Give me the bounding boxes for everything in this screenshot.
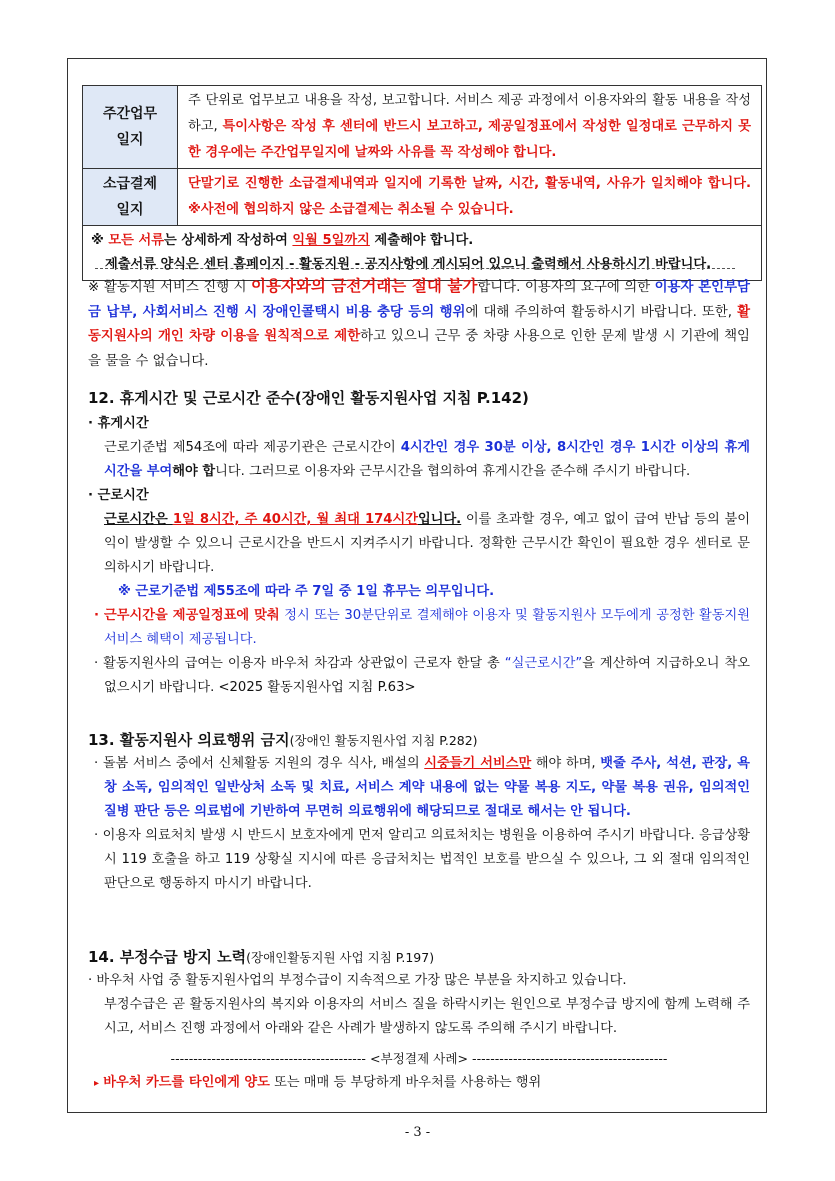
text: ※ bbox=[91, 233, 109, 248]
section-12-title: 12. 휴게시간 및 근로시간 준수(장애인 활동지원사업 지침 P.142) bbox=[88, 389, 529, 407]
care-paragraph bbox=[88, 752, 750, 824]
text: 이를 초과할 경우, 예고 없이 급여 반납 등의 불이익이 발생할 수 있으니 근로시간을 반드시 지켜주시기 바랍니다. 정확한 근무시간 확인이 필요한 경우 센터로 문의하시기 바랍니다. bbox=[104, 512, 750, 575]
section-13-title bbox=[88, 728, 750, 754]
row-content-weekly-log bbox=[178, 86, 762, 169]
dashed-divider bbox=[95, 268, 735, 269]
text: 니다. 그러므로 이용자와 근무시간을 협의하여 휴게시간을 준수해 주시기 바랍니다. bbox=[215, 464, 691, 479]
text-emphasis: 근무시간을 제공일정표에 맞춰 bbox=[104, 608, 280, 623]
work-paragraph bbox=[88, 508, 750, 580]
header-line: 일지 bbox=[116, 132, 144, 148]
text: 주 단위로 업무보고 내용을 작성, 보고합니다. 서비스 제공 과정에서 이용자와의 활동 내용을 작성하고, bbox=[188, 93, 751, 134]
text: 제출서류 양식은 센터 홈페이지 - 활동지원 - 공지사항에 게시되어 있으니 출력해서 사용하시기 바랍니다. bbox=[105, 257, 712, 272]
text: 정시 또는 30분단위로 결제해야 이용자 및 활동지원사 모두에게 공정한 활동지원서비스 혜택이 제공됩니다. bbox=[104, 608, 751, 647]
text-emphasis: 모든 서류 bbox=[108, 233, 164, 248]
row-content-retro-payment: 단말기로 진행한 소급결제내역과 일지에 기록한 날짜, 시간, 활동내역, 사유가 일치해야 합니다. ※사전에 협의하지 않은 소급결제는 취소될 수 있습니다. bbox=[178, 169, 762, 226]
section-14-title bbox=[88, 945, 750, 971]
bullet: · bbox=[94, 608, 105, 623]
row-header-weekly-log bbox=[83, 86, 178, 169]
table-row bbox=[83, 169, 762, 226]
medical-paragraph: · 이용자 의료처치 발생 시 반드시 보호자에게 먼저 알리고 의료처치는 병원을 이용하여 주시기 바랍니다. 응급상황 시 119 호출을 하고 119 상황실 지시에 따른 응급처치는 법적인 보호를 받으실 수 있으나, 그 외 절대 임의적인 판단으로 행동하지 마시기 바랍니다. bbox=[94, 828, 750, 891]
triangle-bullet-icon: ▸ bbox=[94, 1078, 100, 1089]
fraud-paragraph-1: · 바우처 사업 중 활동지원사업의 부정수급이 지속적으로 가장 많은 부분을 차지하고 있습니다. bbox=[88, 973, 627, 988]
text-emphasis: 4시간인 경우 30분 이상, 8시간인 경우 1시간 이상의 휴게시간을 부여 bbox=[104, 440, 750, 479]
fraud-cases-divider: ------------------------------------------- <부정결제 사례> ------------------------------------------- bbox=[170, 1051, 668, 1066]
salary-paragraph bbox=[88, 652, 750, 700]
subheading-rest: · 휴게시간 bbox=[88, 416, 149, 431]
header-line: 소급결제 bbox=[102, 176, 158, 192]
text: 는 상세하게 작성하여 bbox=[163, 233, 293, 248]
text: 해야 하며, bbox=[531, 756, 601, 771]
text-emphasis: 뱃줄 주사, 석션, 관장, 욕창 소독, 임의적인 일반상처 소독 및 치료, 서비스 계약 내용에 없는 약물 복용 지도, 약물 복용 권유, 임의적인 질병 판단 등은 의료법에 기반하여 무면허 의료행위에 해당되므로 절대로 해서는 안 됩니다. bbox=[104, 756, 750, 819]
text: 또는 매매 등 부당하게 바우처를 사용하는 행위 bbox=[269, 1075, 542, 1090]
text: 근로시간은 bbox=[104, 512, 173, 527]
text: 근로기준법 제54조에 따라 제공기관은 근로시간이 bbox=[104, 440, 401, 455]
rest-paragraph bbox=[88, 436, 750, 484]
text: · 활동지원사의 급여는 이용자 바우처 차감과 상관없이 근로자 한달 총 bbox=[94, 656, 505, 671]
table-note bbox=[83, 226, 762, 281]
section-12-body bbox=[88, 412, 750, 700]
text: ※ 활동지원 서비스 진행 시 bbox=[88, 280, 251, 295]
text: 을 계산하여 지급하오니 착오 없으시기 바랍니다. <2025 활동지원사업 지침 P.63> bbox=[104, 656, 750, 695]
warning-paragraph bbox=[88, 274, 750, 374]
text: · 돌봄 서비스 중에서 신체활동 지원의 경우 식사, 배설의 bbox=[94, 756, 425, 771]
text-emphasis: 시중들기 서비스만 bbox=[424, 756, 532, 771]
text: 에 대해 주의하여 활동하시기 바랍니다. 또한, bbox=[465, 304, 738, 320]
text: 제출해야 합니다. bbox=[369, 233, 474, 248]
text: 입니다. bbox=[417, 512, 462, 527]
document-table bbox=[82, 85, 762, 281]
text: 13. 활동지원사 의료행위 금지 bbox=[88, 731, 290, 749]
section-13-body bbox=[88, 752, 750, 896]
subheading-work: · 근로시간 bbox=[88, 488, 149, 503]
text-emphasis: 이용자와의 금전거래는 절대 불가 bbox=[250, 277, 478, 295]
deadline-text: 익월 5일까지 bbox=[292, 233, 370, 248]
section-14-body bbox=[88, 969, 750, 1096]
schedule-paragraph bbox=[88, 604, 750, 652]
header-line: 일지 bbox=[116, 202, 144, 218]
table-row bbox=[83, 86, 762, 169]
header-line: 주간업무 bbox=[102, 106, 158, 122]
text-emphasis: 1일 8시간, 주 40시간, 월 최대 174시간 bbox=[172, 512, 418, 527]
text: 하고 있으니 근무 중 차량 사용으로 인한 문제 발생 시 기관에 책임을 물을 수 없습니다. bbox=[88, 329, 750, 369]
page-number: - 3 - bbox=[404, 1125, 431, 1140]
text-emphasis: “실근로시간” bbox=[504, 656, 583, 671]
text-emphasis: 바우처 카드를 타인에게 양도 bbox=[103, 1075, 270, 1090]
fraud-paragraph-2: 부정수급은 곧 활동지원사의 복지와 이용자의 서비스 질을 하락시키는 원인으로 부정수급 방지에 함께 노력해 주시고, 서비스 진행 과정에서 아래와 같은 사례가 발생하지 않도록 주의해 주시기 바랍니다. bbox=[104, 997, 750, 1036]
text: 해야 합 bbox=[172, 464, 216, 479]
text-emphasis: 이용자 본인부담금 납부, 사회서비스 진행 시 장애인콜택시 비용 충당 등의 행위 bbox=[88, 280, 750, 320]
text: (장애인활동지원 사업 지침 P.197) bbox=[246, 950, 435, 965]
row-header-retro-payment bbox=[83, 169, 178, 226]
text: (장애인 활동지원사업 지침 P.282) bbox=[289, 733, 478, 748]
table-row bbox=[83, 226, 762, 281]
text: 14. 부정수급 방지 노력 bbox=[88, 948, 247, 966]
fraud-case-item bbox=[88, 1071, 750, 1096]
text: 합니다. 이용자의 요구에 의한 bbox=[477, 280, 655, 295]
holiday-note: ※ 근로기준법 제55조에 따라 주 7일 중 1일 휴무는 의무입니다. bbox=[118, 584, 495, 599]
text-emphasis: 활동지원사의 개인 차량 이용을 원칙적으로 제한 bbox=[88, 304, 750, 344]
text-emphasis: 특이사항은 작성 후 센터에 반드시 보고하고, 제공일정표에서 작성한 일정대로 근무하지 못한 경우에는 주간업무일지에 날짜와 사유를 꼭 작성해야 합니다. bbox=[188, 119, 751, 160]
